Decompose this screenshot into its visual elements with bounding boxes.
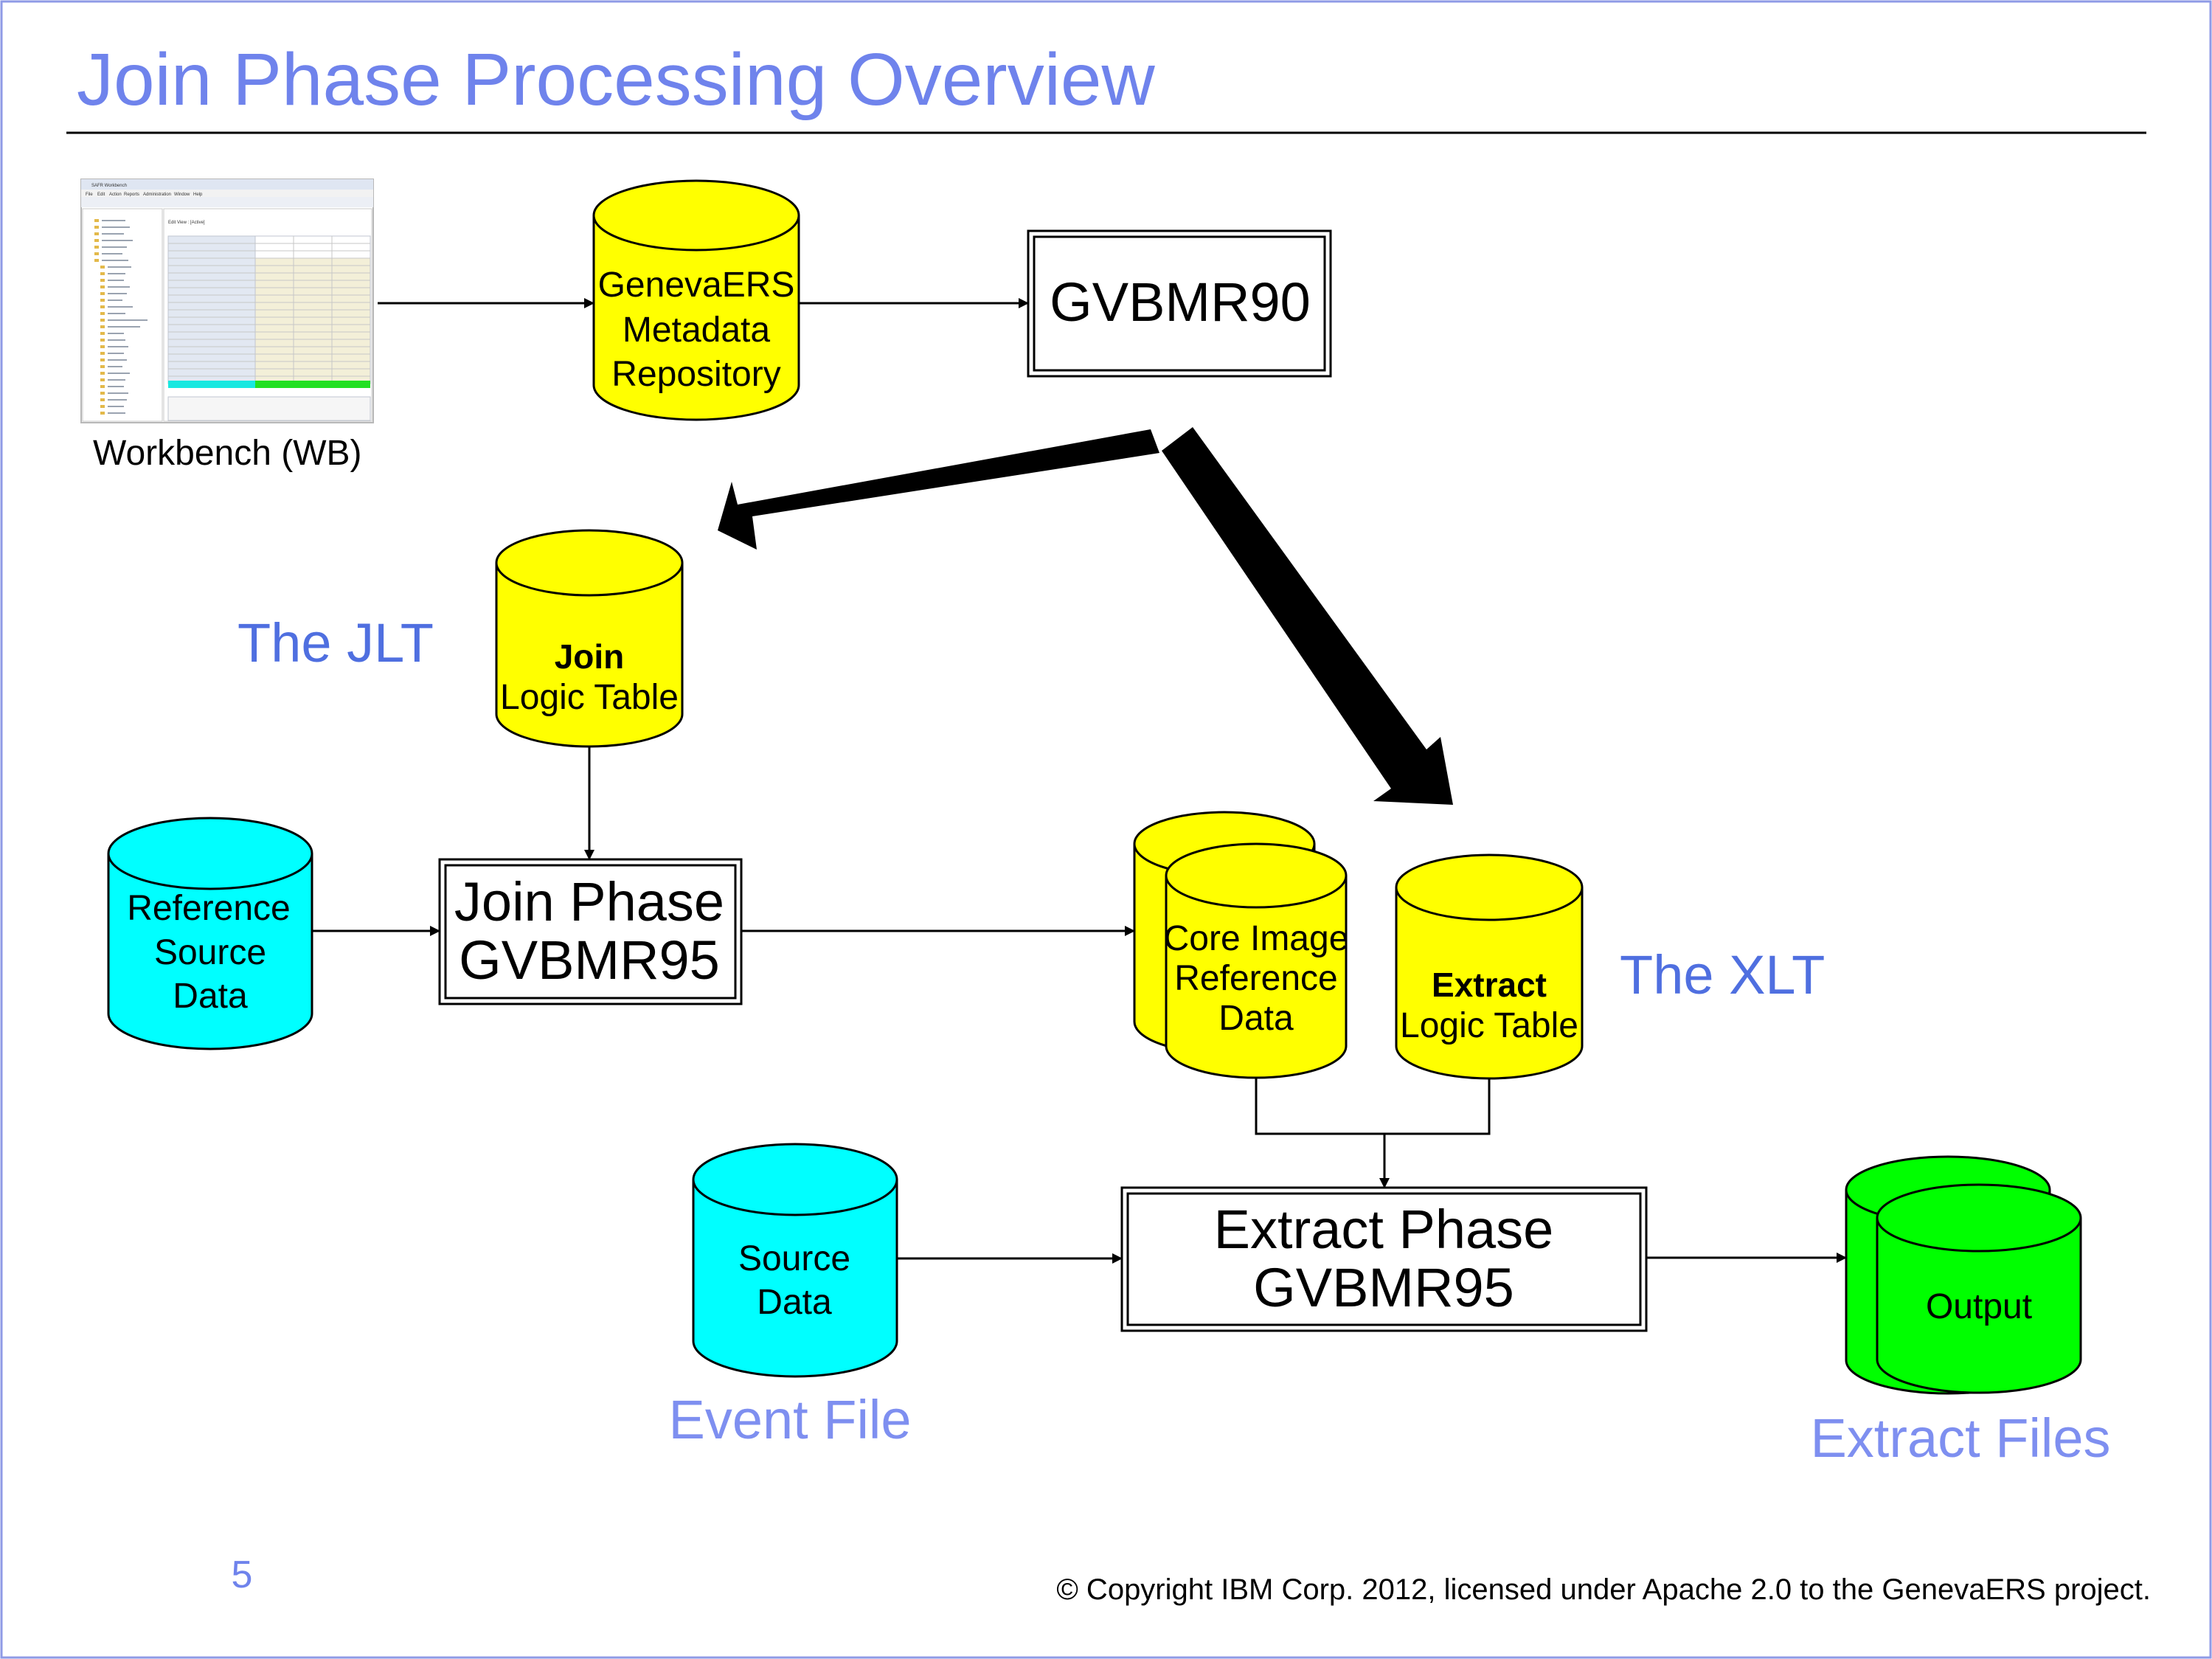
slide-title: Join Phase Processing Overview	[77, 38, 1155, 121]
source-data-label-1: Source	[738, 1239, 851, 1278]
extract-files-caption: Extract Files	[1810, 1407, 2111, 1469]
repository-label-1: GenevaERS	[597, 266, 795, 305]
wb-grid-lines	[168, 236, 370, 384]
connector-core-xlt-merge	[1256, 1078, 1489, 1134]
extract-phase-label-1: Extract Phase	[1213, 1199, 1554, 1260]
wb-menu-file: File	[86, 193, 93, 197]
event-file-caption: Event File	[668, 1389, 912, 1450]
reference-source-label-3: Data	[173, 977, 248, 1016]
xlt-label-2: Logic Table	[1400, 1006, 1578, 1045]
copyright-notice: © Copyright IBM Corp. 2012, licensed under Apache 2.0 to the GenevaERS project.	[1056, 1573, 2151, 1606]
wb-window-title: SAFR Workbench	[91, 184, 127, 188]
source-data-label-2: Data	[757, 1283, 832, 1322]
gvbmr90-label: GVBMR90	[1050, 271, 1311, 333]
xlt-label-bold: Extract	[1432, 966, 1547, 1004]
wb-menu-action: Action	[109, 193, 122, 197]
extract-phase-label-2: GVBMR95	[1253, 1257, 1514, 1318]
join-phase-label-2: GVBMR95	[459, 929, 720, 991]
core-image-label-1: Core Image	[1163, 919, 1349, 958]
workbench-caption: Workbench (WB)	[93, 434, 362, 473]
wb-editor-header: Edit View : [Active]	[168, 221, 205, 225]
jlt-label-2: Logic Table	[500, 678, 679, 717]
wb-column-grid	[255, 258, 370, 384]
big-arrow-gvbmr90-to-jlt	[718, 429, 1159, 550]
wb-toolbar	[81, 197, 373, 207]
wb-highlight-cyan	[168, 381, 255, 388]
reference-source-label-2: Source	[153, 933, 267, 972]
jlt-caption: The JLT	[238, 612, 434, 673]
jlt-label-bold: Join	[554, 637, 625, 676]
repository-label-2: Metadata	[622, 311, 771, 350]
core-image-label-2: Reference	[1174, 959, 1338, 998]
wb-column-headers	[255, 236, 370, 258]
workbench-screenshot	[81, 179, 373, 423]
big-arrow-gvbmr90-to-xlt	[1162, 427, 1453, 805]
wb-menu-edit: Edit	[97, 193, 105, 197]
wb-menu-window: Window	[174, 193, 190, 197]
page-number: 5	[231, 1554, 253, 1596]
xlt-caption: The XLT	[1620, 944, 1826, 1005]
wb-menu-reports: Reports	[124, 193, 140, 197]
wb-menu-admin: Administration	[143, 193, 172, 197]
join-phase-label-1: Join Phase	[454, 871, 725, 932]
wb-bottom-panel	[168, 397, 370, 420]
wb-highlight-green	[255, 381, 370, 388]
output-label: Output	[1925, 1287, 2033, 1326]
repository-label-3: Repository	[611, 355, 781, 394]
core-image-label-3: Data	[1218, 999, 1294, 1038]
reference-source-label-1: Reference	[127, 889, 291, 928]
wb-menu-help: Help	[193, 193, 203, 197]
